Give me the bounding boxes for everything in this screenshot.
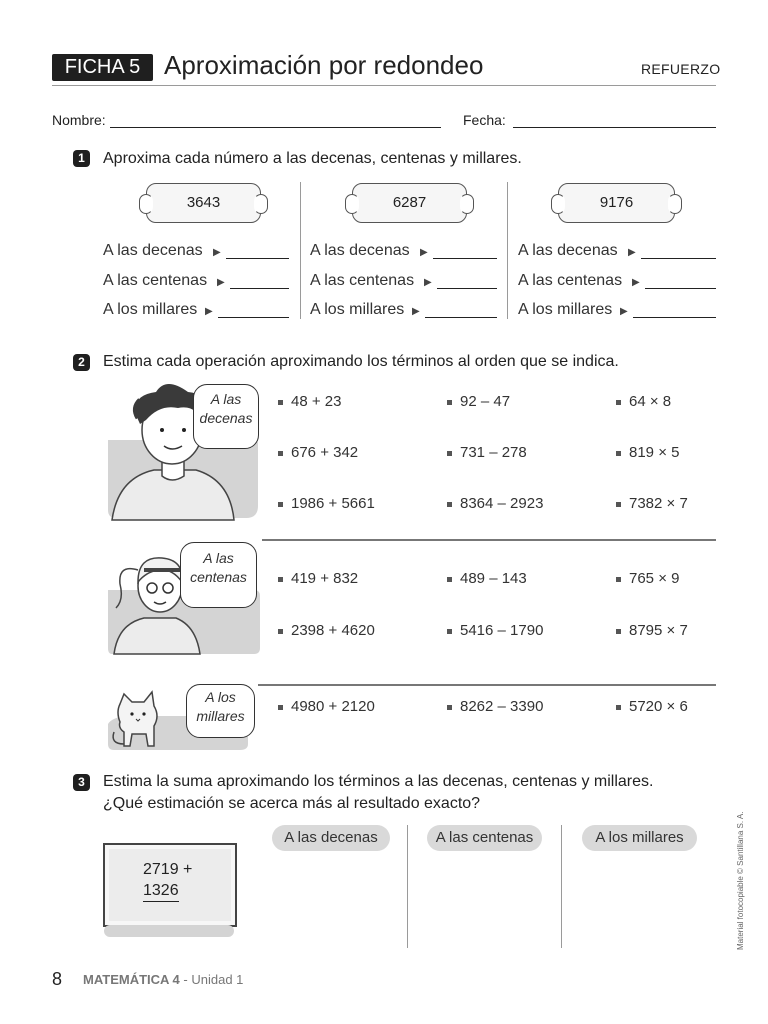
operation-text: 48 + 23: [291, 393, 342, 410]
operation-text: 8364 – 2923: [460, 495, 544, 512]
bullet-icon: [278, 629, 283, 634]
row-label-centenas: A las centenas: [518, 272, 623, 289]
bullet-icon: [616, 705, 621, 710]
answer-line[interactable]: [433, 258, 497, 259]
row-label-centenas: A las centenas: [310, 272, 415, 289]
column-divider: [561, 825, 562, 948]
footer-book: [83, 972, 243, 987]
operation-item: [616, 444, 679, 461]
name-field[interactable]: [110, 127, 441, 128]
exercise-number-3: 3: [73, 774, 90, 791]
operation-item: [447, 570, 527, 587]
exercise-1-instruction: Aproxima cada número a las decenas, centenas y millares.: [103, 150, 522, 167]
arrow-icon: ▶: [424, 277, 432, 288]
exercise-3-question: ¿Qué estimación se acerca más al resultado exacto?: [103, 795, 481, 812]
bullet-icon: [447, 502, 452, 507]
exercise-number-2: 2: [73, 354, 90, 371]
ficha-badge: FICHA 5: [52, 54, 153, 81]
operation-text: 731 – 278: [460, 444, 527, 461]
operation-text: 8795 × 7: [629, 622, 688, 639]
operation-text: 1986 + 5661: [291, 495, 375, 512]
bubble-text-line: A los: [205, 689, 236, 705]
operation-item: [278, 570, 358, 587]
answer-line[interactable]: [645, 288, 716, 289]
operation-item: [447, 698, 543, 715]
row-label-millares: A los millares: [518, 301, 613, 318]
operation-item: [278, 444, 358, 461]
operation-item: [278, 393, 341, 410]
bubble-text-line: A las: [210, 391, 242, 407]
answer-line[interactable]: [437, 288, 497, 289]
operation-text: 819 × 5: [629, 444, 680, 461]
column-divider: [407, 825, 408, 948]
level-tag: REFUERZO: [641, 61, 721, 77]
answer-line[interactable]: [218, 317, 289, 318]
operation-text: 489 – 143: [460, 570, 527, 587]
answer-line[interactable]: [230, 288, 289, 289]
sum-second-term: 1326: [143, 882, 179, 902]
answer-line[interactable]: [425, 317, 497, 318]
bullet-icon: [447, 400, 452, 405]
arrow-icon: ▶: [620, 306, 628, 317]
operation-text: 92 – 47: [460, 393, 511, 410]
answer-line[interactable]: [633, 317, 716, 318]
operation-item: [447, 495, 543, 512]
bullet-icon: [278, 451, 283, 456]
arrow-icon: ▶: [213, 247, 221, 258]
bullet-icon: [278, 502, 283, 507]
arrow-icon: ▶: [412, 306, 420, 317]
column-header-centenas: A las centenas: [427, 825, 542, 851]
speech-bubble-decenas: [193, 384, 259, 449]
bubble-text-line: millares: [196, 708, 245, 724]
page-number: 8: [52, 969, 63, 989]
exercise-number-1: 1: [73, 150, 90, 167]
column-divider: [300, 182, 301, 319]
group-divider: [258, 684, 716, 686]
operation-item: [447, 622, 543, 639]
operation-item: [616, 393, 671, 410]
bubble-text-line: A las: [203, 550, 234, 566]
sum-first-term: 2719 +: [143, 861, 193, 878]
operation-text: 5416 – 1790: [460, 622, 544, 639]
column-divider: [507, 182, 508, 319]
row-label-millares: A los millares: [310, 301, 405, 318]
number-card-2: 6287: [352, 183, 467, 223]
operation-item: [616, 622, 688, 639]
arrow-icon: ▶: [205, 306, 213, 317]
column-header-millares: A los millares: [582, 825, 697, 851]
bullet-icon: [278, 577, 283, 582]
number-card-3: 9176: [558, 183, 675, 223]
answer-line[interactable]: [641, 258, 716, 259]
row-label-centenas: A las centenas: [103, 272, 208, 289]
column-header-decenas: A las decenas: [272, 825, 390, 851]
operation-item: [278, 495, 375, 512]
operation-item: [278, 622, 375, 639]
bullet-icon: [616, 400, 621, 405]
operation-item: [616, 495, 688, 512]
operation-item: [278, 698, 375, 715]
header-rule: [52, 85, 716, 86]
bullet-icon: [447, 705, 452, 710]
number-card-1: 3643: [146, 183, 261, 223]
book-title: MATEMÁTICA 4: [83, 972, 180, 987]
bullet-icon: [616, 451, 621, 456]
name-label: Nombre:: [52, 112, 106, 128]
operation-text: 2398 + 4620: [291, 622, 375, 639]
bullet-icon: [616, 629, 621, 634]
exercise-2-instruction: Estima cada operación aproximando los términos al orden que se indica.: [103, 353, 619, 370]
date-field[interactable]: [513, 127, 716, 128]
operation-item: [447, 444, 527, 461]
row-label-decenas: A las decenas: [518, 242, 618, 259]
row-label-millares: A los millares: [103, 301, 198, 318]
date-label: Fecha:: [463, 112, 506, 128]
group-divider: [262, 539, 716, 541]
bullet-icon: [616, 577, 621, 582]
unit-label: - Unidad 1: [183, 972, 244, 987]
operation-item: [616, 570, 679, 587]
bullet-icon: [447, 577, 452, 582]
bubble-text-line: centenas: [190, 569, 247, 585]
screen-stand: [104, 925, 234, 937]
bullet-icon: [278, 705, 283, 710]
operation-text: 765 × 9: [629, 570, 680, 587]
arrow-icon: ▶: [628, 247, 636, 258]
bullet-icon: [616, 502, 621, 507]
operation-item: [447, 393, 510, 410]
operation-text: 676 + 342: [291, 444, 359, 461]
operation-text: 7382 × 7: [629, 495, 688, 512]
operation-text: 4980 + 2120: [291, 698, 375, 715]
answer-line[interactable]: [226, 258, 289, 259]
copyright-note: Material fotocopiable © Santillana S. A.: [736, 811, 745, 950]
arrow-icon: ▶: [632, 277, 640, 288]
bullet-icon: [447, 451, 452, 456]
operation-text: 64 × 8: [629, 393, 672, 410]
operation-item: [616, 698, 688, 715]
operation-text: 5720 × 6: [629, 698, 688, 715]
row-label-decenas: A las decenas: [103, 242, 203, 259]
speech-bubble-millares: [186, 684, 255, 738]
operation-text: 8262 – 3390: [460, 698, 544, 715]
row-label-decenas: A las decenas: [310, 242, 410, 259]
speech-bubble-centenas: [180, 542, 257, 608]
bullet-icon: [278, 400, 283, 405]
bubble-text-line: decenas: [199, 410, 253, 426]
operation-text: 419 + 832: [291, 570, 359, 587]
arrow-icon: ▶: [420, 247, 428, 258]
bullet-icon: [447, 629, 452, 634]
page-title: Aproximación por redondeo: [164, 50, 484, 80]
arrow-icon: ▶: [217, 277, 225, 288]
exercise-3-instruction: Estima la suma aproximando los términos a las decenas, centenas y millares.: [103, 773, 654, 790]
